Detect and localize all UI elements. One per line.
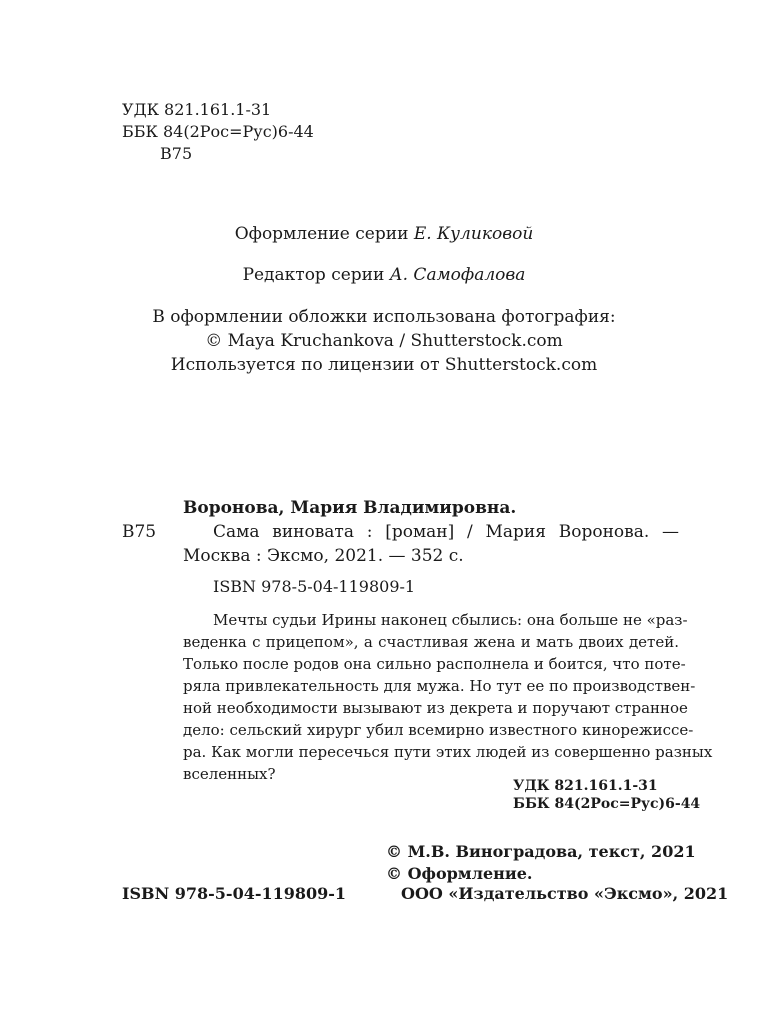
udk-code: УДК 821.161.1-31 — [122, 100, 272, 119]
series-editor-name: А. Самофалова — [389, 265, 526, 285]
photo-credit-line-2: © Maya Kruchankova / Shutterstock.com — [205, 331, 563, 351]
annotation-line: ряла привлекательность для мужа. Но тут ее по производствен- — [183, 677, 696, 695]
series-editor-credit — [0, 264, 768, 286]
catalog-author-heading: Воронова, Мария Владимировна. — [183, 498, 517, 518]
author-mark: В75 — [160, 144, 193, 163]
series-editor-label: Редактор серии — [242, 265, 390, 285]
copyright-text: © М.В. Виноградова, текст, 2021 — [386, 842, 696, 861]
annotation-line: ной необходимости вызывают из декрета и поручают странное — [183, 699, 688, 717]
catalog-isbn: ISBN 978-5-04-119809-1 — [213, 577, 416, 596]
photo-credit-line-1: В оформлении обложки использована фотография: — [152, 307, 616, 327]
annotation-line: ра. Как могли пересечься пути этих людей из совершенно разных — [183, 743, 713, 761]
catalog-udk: УДК 821.161.1-31 — [513, 778, 658, 794]
series-design-label: Оформление серии — [234, 224, 414, 244]
bbk-code: ББК 84(2Рос=Рус)6-44 — [122, 122, 314, 141]
annotation-line: дело: сельский хирург убил всемирно известного кинорежиссе- — [183, 721, 694, 739]
annotation-line: веденка с прицепом», а счастливая жена и мать двоих детей. — [183, 633, 679, 651]
catalog-mark: В75 — [122, 522, 157, 542]
annotation-line: Только после родов она сильно располнела и боится, что поте- — [183, 655, 686, 673]
photo-credit-line-3: Используется по лицензии от Shutterstock.com — [170, 355, 598, 375]
series-design-name: Е. Куликовой — [413, 224, 534, 244]
footer-isbn: ISBN 978-5-04-119809-1 — [122, 884, 347, 903]
annotation-line: Мечты судьи Ирины наконец сбылись: она больше не «раз- — [213, 611, 688, 629]
catalog-title-line-2: Москва : Эксмо, 2021. — 352 с. — [183, 546, 464, 566]
catalog-bbk: ББК 84(2Рос=Рус)6-44 — [513, 796, 701, 812]
copyright-publisher: ООО «Издательство «Эксмо», 2021 — [401, 884, 729, 903]
catalog-title-line-1: Сама виновата : [роман] / Мария Воронова. — — [213, 522, 679, 542]
copyright-design: © Оформление. — [386, 864, 533, 883]
series-design-credit — [0, 223, 768, 245]
annotation-line: вселенных? — [183, 765, 276, 783]
